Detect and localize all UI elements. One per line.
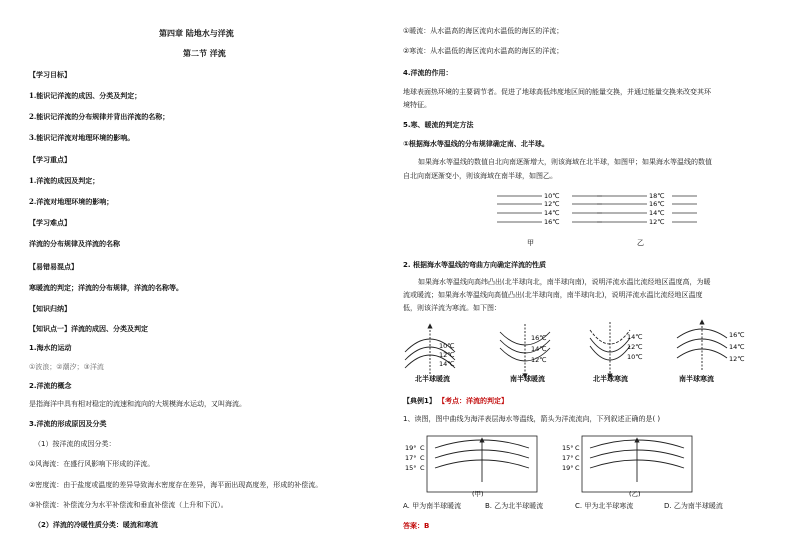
- figure-yi-lines: [597, 196, 697, 222]
- confusing-1: 寒暖流的判定；洋流的分布规律，洋流的名称等。: [29, 283, 183, 292]
- jia-unit-1: C: [420, 454, 425, 462]
- nh-warm-0: 10℃: [439, 342, 455, 350]
- example-question: 1、读图，图中曲线为海洋表层海水等温线，箭头为洋流流向，下列叙述正确的是( ): [403, 415, 661, 423]
- diagram-nh-cold: [590, 322, 630, 376]
- example-tag: 【考点：洋流的判定】: [438, 397, 508, 405]
- figure-yi-name: 乙: [637, 239, 644, 247]
- yi-curves: [590, 440, 684, 482]
- yi-unit-2: C: [575, 464, 580, 472]
- subsection-3-1: （1）按洋流的成因分类：: [34, 440, 116, 448]
- yi-label-1: 16℃: [649, 200, 665, 208]
- caption-nh-cold: 北半球寒流: [593, 375, 628, 383]
- option-c: C. 甲为北半球寒流: [575, 502, 634, 510]
- nh-cold-2: 10℃: [627, 353, 643, 361]
- jia-label-0: 10℃: [544, 192, 560, 200]
- caption-sh-warm: 南半球暖流: [510, 375, 545, 383]
- subsection-4-text-1: 地球表面热环境的主要调节者。促进了地球高低纬度地区间的能量交换，并通过能量交换来改变其环: [403, 88, 711, 96]
- sh-cold-2: 12℃: [729, 355, 745, 363]
- yi-label-3: 12℃: [649, 218, 665, 226]
- caption-sh-cold: 南半球寒流: [679, 375, 714, 383]
- yi-unit-0: C: [575, 444, 580, 452]
- compensation-current: ③补偿流：补偿流分为水平补偿流和垂直补偿流（上升和下沉）。: [29, 501, 228, 509]
- nh-cold-1: 12℃: [627, 343, 643, 351]
- answer: 答案：B: [403, 522, 430, 530]
- goal-2: 2.能识记洋流的分布规律并背出洋流的名称；: [29, 112, 170, 121]
- diagram-sh-cold: [677, 322, 727, 370]
- subsection-4: 4.洋流的作用：: [403, 69, 453, 77]
- option-b: B. 乙为北半球暖流: [485, 502, 544, 510]
- jia-label-2: 14℃: [544, 209, 560, 217]
- yi-unit-1: C: [575, 454, 580, 462]
- wind-current: ①风海流：在盛行风影响下形成的洋流。: [29, 460, 155, 468]
- subsection-2-text: 是指海洋中具有相对稳定的流速和流向的大规模海水运动，又叫海流。: [29, 400, 246, 408]
- method-2-text-2: 流或暖流；如果海水等温线向高值凸出(北半球向南，南半球向北)，说明洋流水温比流经地区温度: [403, 291, 703, 299]
- sh-warm-2: 12℃: [531, 356, 547, 364]
- subsection-3-2: （2）洋流的冷暖性质分类：暖流和寒流: [34, 521, 158, 529]
- subsection-3: 3.洋流的形成原因及分类: [29, 420, 107, 428]
- sh-warm-1: 14℃: [531, 345, 547, 353]
- yi-label-2: 14℃: [649, 209, 665, 217]
- focus-2: 2.洋流对地理环境的影响；: [29, 197, 114, 206]
- isotherm-figure-1: [397, 184, 794, 254]
- nh-cold-0: 14℃: [627, 333, 643, 341]
- jia-temp-1: 17°: [405, 454, 417, 462]
- density-current: ②密度流：由于盐度或温度的差异导致海水密度存在差异，海平面出现高度差，形成的补偿流。: [29, 481, 323, 489]
- chapter-title: 第四章 陆地水与洋流: [159, 28, 234, 38]
- heading-difficulty: 【学习难点】: [29, 219, 71, 227]
- nh-warm-2: 14℃: [439, 360, 455, 368]
- nh-warm-1: 12℃: [439, 351, 455, 359]
- method-1-text-2: 自北向南逐渐变小，则该海域在南半球，如图乙。: [403, 172, 557, 180]
- jia-unit-0: C: [420, 444, 425, 452]
- heading-confusing: 【易错易混点】: [29, 263, 78, 271]
- section-title: 第二节 洋流: [183, 48, 226, 58]
- heading-focus: 【学习重点】: [29, 156, 71, 164]
- figure-jia-name: 甲: [527, 239, 534, 247]
- method-2-text-1: 如果海水等温线向高纬凸出(北半球向北，南半球向南)，说明洋流水温比流经地区温度高，为暖: [418, 278, 711, 286]
- jia-temp-2: 15°: [405, 464, 417, 472]
- method-1-text-1: 如果海水等温线的数值自北向南逐渐增大，则该海域在北半球，如图甲；如果海水等温线的数值: [418, 158, 712, 166]
- sh-cold-0: 16℃: [729, 331, 745, 339]
- cold-current-def: ②寒流：从水温低的海区流向水温高的海区的洋流；: [403, 47, 564, 55]
- sh-cold-1: 14℃: [729, 343, 745, 351]
- goal-1: 1.能识记洋流的成因、分类及判定；: [29, 91, 142, 100]
- sh-warm-0: 16℃: [531, 334, 547, 342]
- difficulty-1: 洋流的分布规律及洋流的名称: [29, 239, 120, 248]
- heading-summary: 【知识归纳】: [29, 305, 71, 313]
- method-2-text-3: 低，则该洋流为寒流。如下图：: [403, 304, 501, 312]
- yi-label-0: 18℃: [649, 192, 665, 200]
- subsection-1: 1.海水的运动: [29, 344, 72, 352]
- subsection-4-text-2: 境特征。: [403, 101, 431, 109]
- heading-goals: 【学习目标】: [29, 71, 71, 79]
- jia-temp-0: 19°: [405, 444, 417, 452]
- subsection-1-items: ①波浪；②潮汐；③洋流: [29, 363, 104, 371]
- warm-current-def: ①暖流：从水温高的海区流向水温低的海区的洋流；: [403, 27, 564, 35]
- question-panel-jia-name: (甲): [472, 490, 484, 498]
- yi-temp-2: 19°: [562, 464, 574, 472]
- knowledge-point-1: 【知识点一】洋流的成因、分类及判定: [29, 325, 148, 333]
- question-figure: [397, 430, 794, 500]
- example-label: 【典例1】: [403, 397, 436, 405]
- caption-nh-warm: 北半球暖流: [415, 375, 450, 383]
- goal-3: 3.能识记洋流对地理环境的影响。: [29, 133, 135, 142]
- method-1: ①根据海水等温线的分布规律确定南、北半球。: [403, 140, 549, 148]
- option-d: D. 乙为南半球暖流: [664, 502, 723, 510]
- method-2: 2. 根据海水等温线的弯曲方向确定洋流的性质: [403, 261, 546, 269]
- option-a: A. 甲为南半球暖流: [403, 502, 462, 510]
- focus-1: 1.洋流的成因及判定；: [29, 176, 100, 185]
- question-panel-yi-name: (乙): [629, 490, 641, 498]
- jia-unit-2: C: [420, 464, 425, 472]
- jia-curves: [435, 440, 529, 482]
- jia-label-1: 12℃: [544, 200, 560, 208]
- jia-label-3: 16℃: [544, 218, 560, 226]
- yi-temp-0: 15°: [562, 444, 574, 452]
- subsection-2: 2.洋流的概念: [29, 382, 72, 390]
- subsection-5: 5.寒、暖流的判定方法: [403, 121, 474, 129]
- yi-temp-1: 17°: [562, 454, 574, 462]
